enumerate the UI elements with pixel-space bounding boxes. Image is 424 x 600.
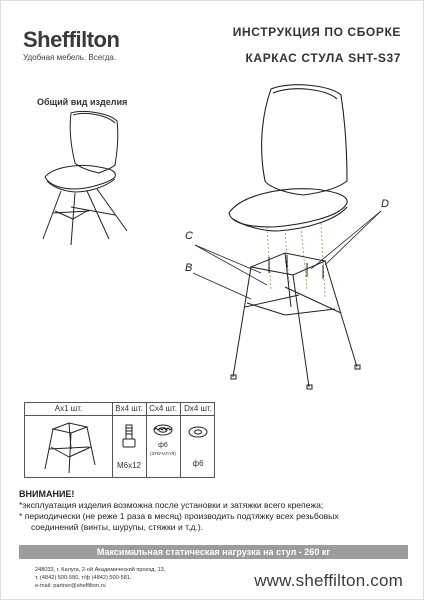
part-c-toothed-washer-icon [152,422,174,438]
chair-overview-illustration [31,107,141,247]
callout-b: B [185,262,193,274]
part-a-frame-icon [39,419,99,475]
part-c-note: (ЗУБЧАТАЯ) [150,451,176,456]
part-b-header: Bx4 шт. [115,404,143,413]
part-c-header: Cx4 шт. [149,404,177,413]
part-d-washer-icon [187,425,209,439]
brand-logo [23,29,119,62]
overview-label: Общий вид изделия [37,97,128,107]
part-b-screw-icon [121,423,137,451]
part-d-header: Dx4 шт. [184,404,212,413]
part-c-label: ф6 [158,442,168,449]
warning-line-1: *эксплуатация изделия возможна после установки и затяжки всего крепежа; [19,500,324,510]
website-link[interactable]: www.sheffilton.com [254,571,403,590]
max-load-banner: Максимальная статическая нагрузка на стул - 260 кг [19,545,408,559]
parts-table [24,402,215,478]
exploded-assembly-diagram [181,77,401,397]
document-title [233,25,401,65]
contact-address: 248033, г. Калуга, 2-ой Академический проезд, 13, [35,567,166,573]
warning-heading: ВНИМАНИЕ! [19,489,75,499]
part-d-label: ф6 [192,459,204,468]
callout-c: C [185,230,193,242]
contact-email: e-mail: partner@sheffilton.ru [35,583,106,589]
title-line-2: КАРКАС СТУЛА SHT-S37 [245,51,401,65]
title-line-1: ИНСТРУКЦИЯ ПО СБОРКЕ [232,25,401,39]
warning-block [19,489,407,533]
contact-phone: т. (4842) 500-580, т/ф (4842) 500-581, [35,575,132,581]
warning-line-2: * периодически (не реже 1 раза в месяц) производить подтяжку всех резьбовых [19,511,339,521]
warning-line-3: соединений (винты, шурупы, стяжки и т.д.). [31,522,204,532]
callout-d: D [381,198,389,210]
part-a-header: Ax1 шт. [54,404,83,413]
brand-name: Sheffilton [23,27,120,52]
part-b-label: M6x12 [116,461,141,470]
brand-tagline: Удобная мебель. Всегда. [23,53,117,62]
contact-info [35,566,165,590]
